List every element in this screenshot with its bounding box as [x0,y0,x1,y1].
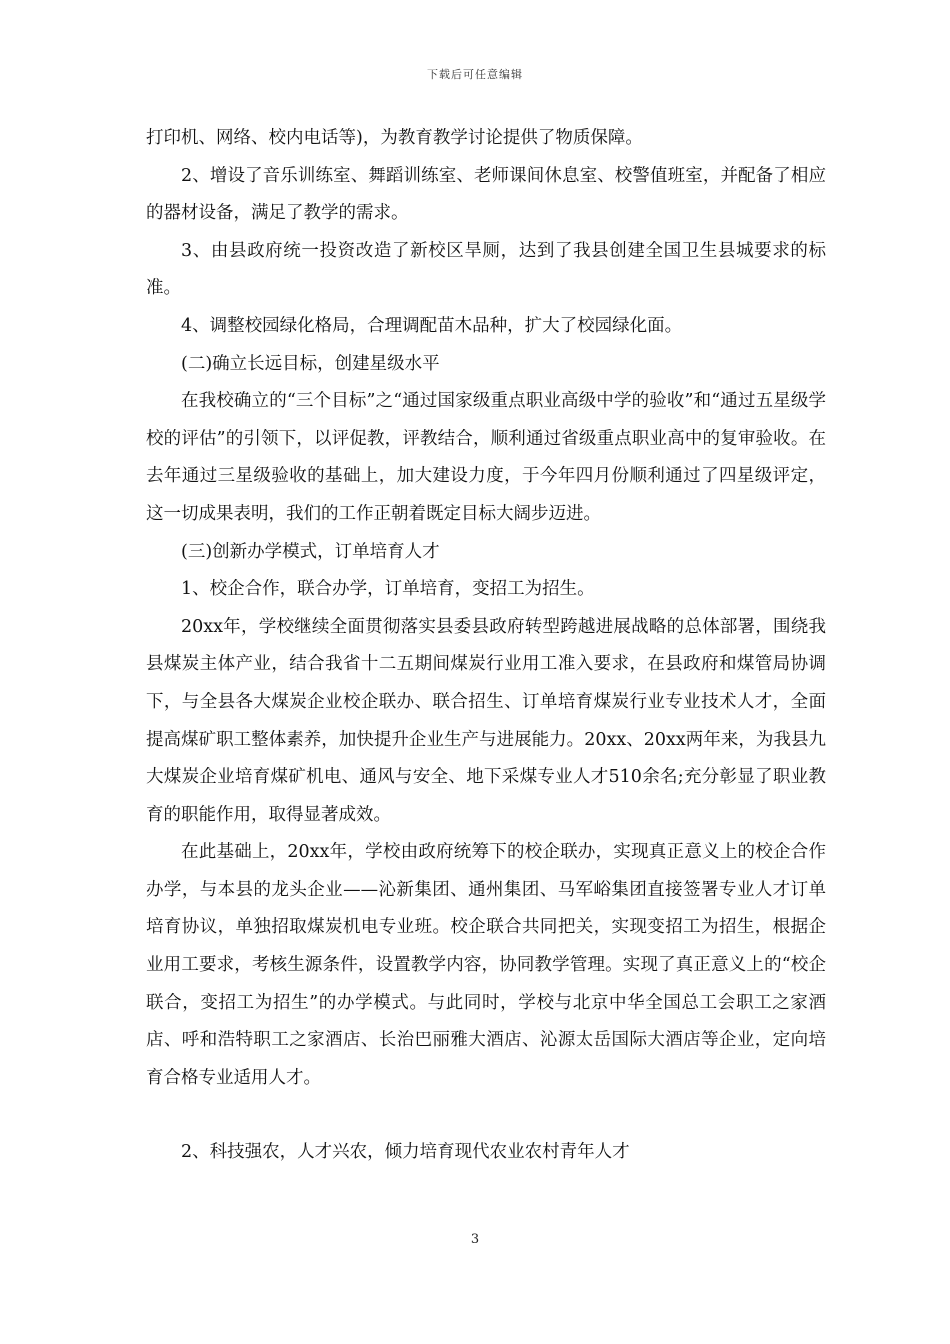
section-heading-2: (二)确立长远目标，创建星级水平 [181,353,440,374]
page-number: 3 [470,1232,480,1247]
subheading-1: 1、校企合作，联合办学，订单培育，变招工为招生。 [181,579,595,600]
paragraph-1: 打印机、网络、校内电话等)，为教育教学讨论提供了物质保障。 [146,128,643,148]
document-body [146,120,826,1172]
paragraph-6: 20xx年，学校继续全面贯彻落实县委县政府转型跨越进展战略的总体部署，围绕我县煤炭主体产业，结合我省十二五期间煤炭行业用工准入要求，在县政府和煤管局协调下，与全县各大煤炭企业校企联办、联合招生、订单培育煤炭行业专业技术人才，全面提高煤矿职工整体素养，加快提升企业生产与进展能力。20xx、20xx两年来，为我县九大煤炭企业培育煤矿机电、通风与安全、地下采煤专业人才510余名;充分彰显了职业教育的职能作用，取得显著成效。 [146,616,826,825]
section-heading-3: (三)创新办学模式，订单培育人才 [181,541,440,562]
paragraph-3: 3、由县政府统一投资改造了新校区旱厕，达到了我县创建全国卫生县城要求的标准。 [146,240,826,299]
paragraph-7: 在此基础上，20xx年，学校由政府统筹下的校企联办，实现真正意义上的校企合作办学，与本县的龙头企业——沁新集团、通州集团、马军峪集团直接签署专业人才订单培育协议，单独招取煤炭机电专业班。校企联合共同把关，实现变招工为招生，根据企业用工要求，考核生源条件，设置教学内容，协同教学管理。实现了真正意义上的“校企联合，变招工为招生”的办学模式。与此同时，学校与北京中华全国总工会职工之家酒店、呼和浩特职工之家酒店、长治巴丽雅大酒店、沁源太岳国际大酒店等企业，定向培育合格专业适用人才。 [146,842,826,1088]
subheading-2: 2、科技强农，人才兴农，倾力培育现代农业农村青年人才 [181,1142,630,1163]
page-header: 下载后可任意编辑 [427,68,523,81]
paragraph-4: 4、调整校园绿化格局，合理调配苗木品种，扩大了校园绿化面。 [181,315,683,336]
paragraph-2: 2、增设了音乐训练室、舞蹈训练室、老师课间休息室、校警值班室，并配备了相应的器材设备，满足了教学的需求。 [146,165,826,224]
paragraph-5: 在我校确立的“三个目标”之“通过国家级重点职业高级中学的验收”和“通过五星级学校的评估”的引领下，以评促教，评教结合，顺利通过省级重点职业高中的复审验收。在去年通过三星级验收的基础上，加大建设力度，于今年四月份顺利通过了四星级评定，这一切成果表明，我们的工作正朝着既定目标大阔步迈进。 [146,391,826,524]
